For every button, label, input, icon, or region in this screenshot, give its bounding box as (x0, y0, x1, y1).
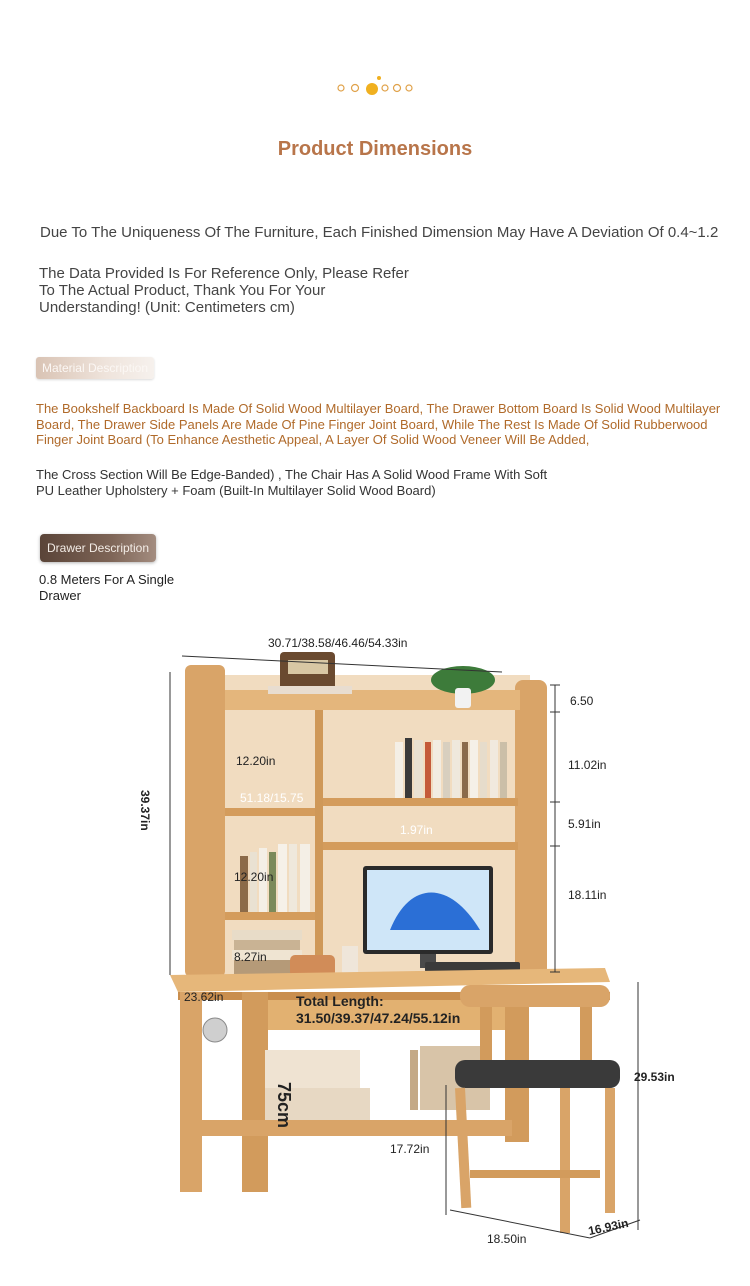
product-figure (138, 630, 690, 1250)
dim-shelf-1: 11.02in (568, 758, 607, 772)
shelf-1 (323, 798, 518, 806)
drawer-description-badge (40, 534, 156, 562)
dim-left-shelf-3: 8.27in (234, 950, 267, 964)
dim-left-shelf-1: 12.20in (236, 754, 276, 768)
material-text-highlight: The Bookshelf Backboard Is Made Of Solid Wood Multilayer Board, The Drawer Bottom Board Is Solid Wood Multilayer Board, The Drawer Side Panels Are Made Of Pine Finger Joint Board, While The Rest Is Made Of Solid Rubberwood Finger Joint Board (To Enhance Aesthetic Appeal, A Layer Of Solid Wood Veneer Will Be Added, (36, 401, 721, 447)
drawer-description-label: Drawer Description (46, 541, 150, 555)
dim-total-length-label: Total Length: (296, 993, 384, 1009)
desk-left-leg-front (242, 992, 268, 1192)
page-title: Product Dimensions (277, 138, 473, 160)
material-description-label: Material Description (41, 361, 149, 375)
dim-left-inner: 51.18/15.75 (240, 791, 304, 805)
dim-mid-height: 1.97in (400, 823, 433, 837)
dim-hutch-height: 39.37in (138, 790, 152, 831)
left-shelf-2 (225, 912, 315, 920)
dim-top-width: 30.71/38.58/46.46/54.33in (268, 636, 408, 650)
dim-total-length: 31.50/39.37/47.24/55.12in (296, 1010, 461, 1026)
hutch-divider (315, 710, 323, 975)
desk-left-leg-back (180, 992, 202, 1192)
deviation-note: Due To The Uniqueness Of The Furniture, Each Finished Dimension May Have A Deviation Of 0.4~1.2 (40, 224, 719, 241)
hutch-right-panel (515, 680, 547, 977)
drawer-text: 0.8 Meters For A Single Drawer (39, 572, 175, 603)
dim-desk-height: 75cm (274, 1082, 294, 1129)
dim-chair-depth: 16.93in (586, 1215, 630, 1239)
dim-shelf-2: 5.91in (568, 817, 601, 831)
dim-top-gap: 6.50 (570, 694, 594, 708)
dim-chair-width: 18.50in (487, 1232, 527, 1246)
dim-seat-height: 17.72in (390, 1142, 430, 1156)
material-description-badge (36, 357, 154, 379)
material-text-rest: The Cross Section Will Be Edge-Banded) , The Chair Has A Solid Wood Frame With Soft PU Leather Upholstery + Foam (Built-In Multilayer Solid Wood Board) (36, 467, 548, 498)
dim-desk-depth: 23.62in (184, 990, 224, 1004)
hutch-left-panel (185, 665, 225, 977)
dim-shelf-3: 18.11in (568, 888, 607, 902)
dim-chair-height: 29.53in (634, 1070, 675, 1084)
dim-left-shelf-2: 12.20in (234, 870, 274, 884)
desk-illustration (150, 630, 690, 1250)
left-shelf-1 (225, 808, 315, 816)
decorative-dots-icon (335, 74, 415, 100)
reference-note: The Data Provided Is For Reference Only, Please Refer To The Actual Product, Thank You For Your Understanding! (Unit: Centimeters cm) (39, 265, 409, 316)
shelf-2 (323, 842, 518, 850)
